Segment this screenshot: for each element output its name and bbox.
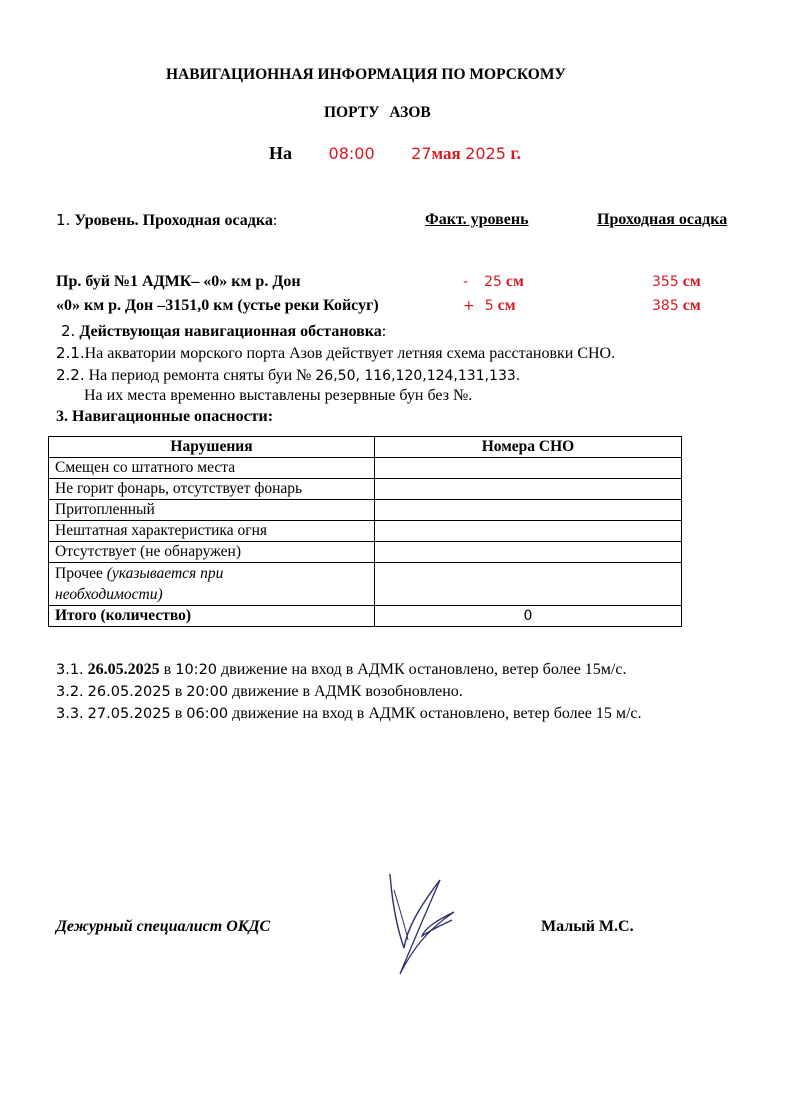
report-month: мая bbox=[431, 144, 461, 163]
numbers-cell bbox=[375, 563, 682, 606]
numbers-cell bbox=[375, 458, 682, 479]
section2-number: 2. bbox=[61, 322, 76, 340]
violation-cell-other bbox=[49, 563, 375, 606]
table-row bbox=[49, 458, 682, 479]
level-unit: см bbox=[505, 273, 524, 290]
section2-title: Действующая навигационная обстановка bbox=[79, 323, 382, 340]
note-mid: в bbox=[159, 661, 176, 678]
item-text: На акватории морского порта Азов действует летняя схема расстановки СНО. bbox=[84, 345, 616, 362]
table-header-numbers: Номера СНО bbox=[375, 437, 682, 458]
level-value: 5 bbox=[484, 298, 494, 314]
table-row-other bbox=[49, 563, 682, 606]
table-row-total bbox=[49, 606, 682, 627]
section2-heading bbox=[61, 322, 386, 341]
buoy-numbers: 26,50, 116,120,124,131,133. bbox=[315, 368, 521, 384]
violation-cell: Нештатная характеристика огня bbox=[49, 521, 375, 542]
column-fact-level: Факт. уровень bbox=[425, 211, 529, 228]
note-item bbox=[56, 683, 463, 701]
level-unit: см bbox=[497, 297, 516, 314]
violation-cell: Смещен со штатного места bbox=[49, 458, 375, 479]
note-number: 3.2. bbox=[56, 684, 84, 700]
note-date: 26.05.2025 bbox=[87, 684, 171, 700]
note-time: 20:00 bbox=[186, 684, 229, 700]
note-text: движение на вход в АДМК остановлено, ветер более 15м/с. bbox=[217, 661, 627, 678]
level-row-location: Пр. буй №1 АДМК– «0» км р. Дон bbox=[56, 273, 301, 290]
report-time: 08:00 bbox=[328, 144, 375, 163]
violation-cell: Отсутствует (не обнаружен) bbox=[49, 542, 375, 563]
date-prefix: На bbox=[269, 143, 293, 163]
note-item bbox=[56, 705, 642, 723]
note-date: 27.05.2025 bbox=[87, 706, 171, 722]
item-text: На период ремонта сняты буи № bbox=[88, 367, 316, 384]
level-row-fact bbox=[463, 297, 516, 315]
duty-officer-position: Дежурный специалист ОКДС bbox=[56, 918, 271, 935]
table-header-violation: Нарушения bbox=[49, 437, 375, 458]
date-line bbox=[269, 143, 521, 164]
table-row bbox=[49, 500, 682, 521]
level-row-draft bbox=[652, 273, 701, 291]
column-draft: Проходная осадка bbox=[597, 211, 728, 228]
report-year-suffix: г. bbox=[510, 143, 522, 163]
total-label: Итого (количество) bbox=[49, 606, 375, 627]
violations-table bbox=[48, 436, 682, 627]
table-row bbox=[49, 542, 682, 563]
section2-item1 bbox=[56, 344, 615, 363]
signature bbox=[382, 870, 472, 980]
draft-value: 385 bbox=[652, 298, 679, 314]
section3-heading: 3. Навигационные опасности: bbox=[56, 408, 274, 425]
section1-colon: : bbox=[272, 212, 278, 229]
note-mid: в bbox=[170, 705, 187, 722]
numbers-cell bbox=[375, 479, 682, 500]
section1-title: Уровень. Проходная осадка bbox=[74, 212, 273, 229]
item-number: 2.2. bbox=[56, 366, 85, 384]
draft-unit: см bbox=[682, 273, 701, 290]
other-note-line2: необходимости) bbox=[55, 586, 163, 603]
table-header-row bbox=[49, 437, 682, 458]
note-number: 3.3. bbox=[56, 706, 84, 722]
level-row-fact bbox=[463, 273, 524, 291]
draft-unit: см bbox=[682, 297, 701, 314]
note-item bbox=[56, 661, 626, 679]
section1-heading bbox=[56, 211, 277, 230]
note-date: 26.05.2025 bbox=[87, 661, 160, 678]
total-value: 0 bbox=[375, 606, 682, 627]
note-text: движение в АДМК возобновлено. bbox=[228, 683, 463, 700]
item-number: 2.1. bbox=[56, 344, 85, 362]
other-label: Прочее bbox=[55, 565, 107, 582]
level-sign: + bbox=[463, 298, 475, 314]
other-note-line1: (указывается при bbox=[106, 565, 224, 582]
duty-officer-name: Малый М.С. bbox=[541, 918, 634, 935]
document-title-line2: ПОРТУ АЗОВ bbox=[324, 104, 431, 121]
violation-cell: Притопленный bbox=[49, 500, 375, 521]
numbers-cell bbox=[375, 542, 682, 563]
level-row-draft bbox=[652, 297, 701, 315]
table-row bbox=[49, 479, 682, 500]
note-time: 10:20 bbox=[175, 662, 218, 678]
report-year: 2025 bbox=[465, 144, 506, 163]
document-title-line1: НАВИГАЦИОННАЯ ИНФОРМАЦИЯ ПО МОРСКОМУ bbox=[166, 66, 566, 83]
note-mid: в bbox=[170, 683, 187, 700]
report-day: 27 bbox=[411, 144, 432, 163]
note-number: 3.1. bbox=[56, 662, 84, 678]
section2-item2 bbox=[56, 366, 520, 385]
table-row bbox=[49, 521, 682, 542]
numbers-cell bbox=[375, 500, 682, 521]
section2-colon: : bbox=[381, 323, 387, 340]
violation-cell: Не горит фонарь, отсутствует фонарь bbox=[49, 479, 375, 500]
section2-item2-line2: На их места временно выставлены резервные бун без №. bbox=[84, 387, 473, 404]
level-row-location: «0» км р. Дон –3151,0 км (устье реки Койсуг) bbox=[56, 297, 379, 314]
draft-value: 355 bbox=[652, 274, 679, 290]
numbers-cell bbox=[375, 521, 682, 542]
section1-number: 1. bbox=[56, 211, 71, 229]
level-value: 25 bbox=[484, 274, 502, 290]
note-text: движение на вход в АДМК остановлено, ветер более 15 м/с. bbox=[228, 705, 642, 722]
level-sign: - bbox=[463, 274, 469, 290]
note-time: 06:00 bbox=[186, 706, 229, 722]
